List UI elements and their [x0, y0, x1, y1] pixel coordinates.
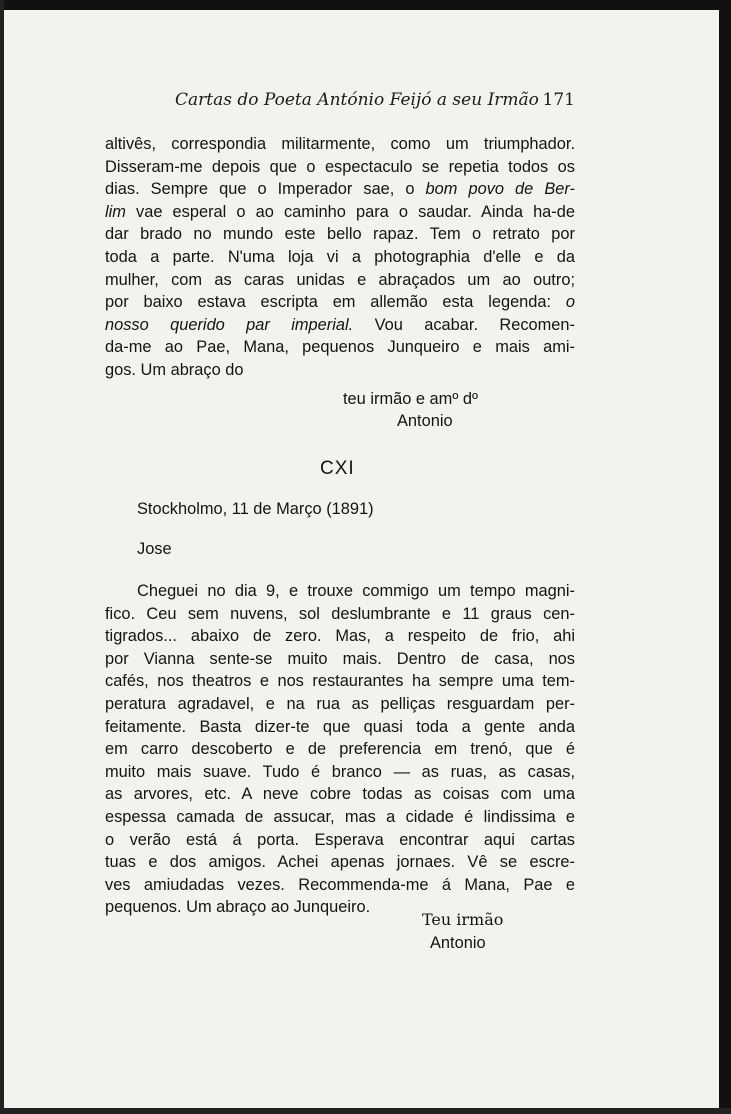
text-line: o verão está á porta. Esperava encontrar aqui cartas	[105, 830, 575, 849]
scan-border-left	[0, 0, 4, 1114]
salutation: Jose	[137, 540, 172, 558]
text-line: fico. Ceu sem nuvens, sol deslumbrante e 11 graus cen-	[105, 604, 575, 623]
letter-1-body	[105, 133, 575, 382]
text-line: altivês, correspondia militarmente, como um triumphador.	[105, 135, 575, 153]
text-line: Cheguei no dia 9, e trouxe commigo um tempo magni-	[137, 582, 575, 600]
letter-1-closing: teu irmão e amº dº	[343, 390, 478, 408]
scan-border-right	[719, 0, 731, 1114]
text-line: da-me ao Pae, Mana, pequenos Junqueiro e mais ami-	[105, 338, 575, 357]
page-number: 171	[542, 90, 575, 110]
dateline: Stockholmo, 11 de Março (1891)	[137, 500, 374, 518]
text-line: em carro descoberto e de preferencia em trenó, que é	[105, 740, 575, 759]
text-line: feitamente. Basta dizer-te que quasi toda a gente anda	[105, 717, 575, 736]
text-line: por baixo estava escripta em allemão esta legenda: o	[105, 293, 575, 312]
text-line: muito mais suave. Tudo é branco — as ruas, as casas,	[105, 762, 575, 781]
letter-1-signature: Antonio	[397, 412, 453, 430]
text-line: ves amiudadas vezes. Recommenda-me á Mana, Pae e	[105, 875, 575, 894]
letter-2-signature: Antonio	[430, 934, 486, 952]
letter-2-closing: Teu irmão	[422, 910, 504, 929]
text-line: lim vae esperal o ao caminho para o saudar. Ainda ha-de	[105, 202, 575, 221]
text-line: toda a parte. N'uma loja vi a photographia d'elle e da	[105, 247, 575, 266]
scan-border-bottom	[0, 1108, 731, 1114]
scan-border-top	[0, 0, 731, 10]
text-line: tuas e dos amigos. Achei apenas jornaes. Vê se escre-	[105, 853, 575, 872]
text-line: tigrados... abaixo de zero. Mas, a respeito de frio, ahi	[105, 627, 575, 646]
text-line: gos. Um abraço do	[105, 360, 244, 379]
text-line: mulher, com as caras unidas e abraçados um ao outro;	[105, 270, 575, 289]
text-line: pequenos. Um abraço ao Junqueiro.	[105, 898, 371, 917]
running-title: Cartas do Poeta António Feijó a seu Irmão	[175, 90, 539, 110]
text-line: espessa camada de assucar, mas a cidade é lindissima e	[105, 807, 575, 826]
letter-2-body	[105, 580, 575, 919]
text-line: as arvores, etc. A neve cobre todas as coisas com uma	[105, 785, 575, 804]
text-line: peratura agradavel, e na rua as pelliças resguardam per-	[105, 694, 575, 713]
text-line: nosso querido par imperial. Vou acabar. Recomen-	[105, 315, 575, 334]
running-head	[105, 90, 575, 114]
text-line: Disseram-me depois que o espectaculo se repetia todos os	[105, 157, 575, 176]
text-line: por Vianna sente-se muito mais. Dentro de casa, nos	[105, 649, 575, 668]
text-line: cafés, nos theatros e nos restaurantes ha sempre uma tem-	[105, 672, 575, 691]
text-line: dias. Sempre que o Imperador sae, o bom povo de Ber-	[105, 180, 575, 199]
text-line: dar brado no mundo este bello rapaz. Tem o retrato por	[105, 225, 575, 244]
section-number: CXI	[320, 458, 355, 479]
